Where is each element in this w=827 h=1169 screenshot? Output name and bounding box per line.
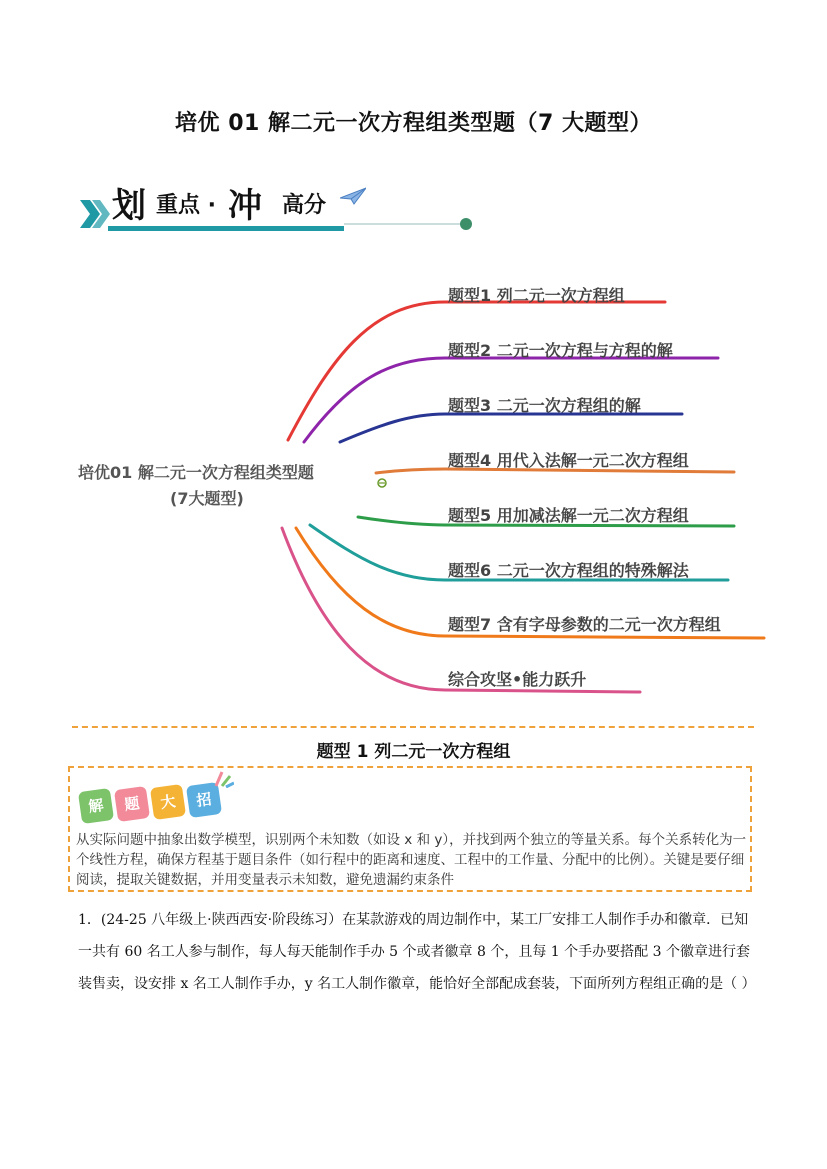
tips-badge-4: 招 (186, 782, 222, 818)
banner-char-1: 划 (112, 186, 146, 226)
branch-label-5: 题型5 用加减法解一元二次方程组 (448, 506, 689, 525)
tips-badge-3: 大 (150, 784, 186, 820)
connector-3 (340, 414, 682, 442)
branch-label-7: 题型7 含有字母参数的二元一次方程组 (448, 615, 721, 634)
tips-badge-2: 题 (114, 786, 150, 822)
branch-label-8: 综合攻坚•能力跃升 (448, 670, 587, 689)
branch-label-4: 题型4 用代入法解一元二次方程组 (448, 451, 689, 470)
connector-1 (288, 302, 665, 440)
section-title: 题型 1 列二元一次方程组 (316, 742, 511, 762)
section-divider (72, 726, 754, 728)
branch-label-6: 题型6 二元一次方程组的特殊解法 (448, 561, 689, 580)
mindmap-root (78, 460, 348, 512)
branch-label-2: 题型2 二元一次方程与方程的解 (448, 341, 673, 360)
question-1: 1．(24-25 八年级上·陕西西安·阶段练习）在某款游戏的周边制作中，某工厂安排工人制作手办和徽章．已知一共有 60 名工人参与制作，每人每天能制作手办 5 个或者徽章 8 个，且每 1 个手办要搭配 3 个徽章进行套装售卖，设安排 x 名工人制作手办，y 名工人制作徽章，能恰好全部配成套装，下面所列方程组正确的是（ ） (78, 912, 756, 992)
banner-text-1: 重点 · (156, 193, 217, 218)
section-banner (78, 178, 478, 238)
branch-label-1: 题型1 列二元一次方程组 (448, 286, 625, 305)
tips-badge-1: 解 (78, 788, 114, 824)
paper-plane-icon (340, 186, 366, 206)
mindmap-root-line2: (7大题型) (170, 489, 244, 508)
document-title: 培优 01 解二元一次方程组类型题（7 大题型） (175, 111, 652, 136)
banner-char-2: 冲 (228, 186, 262, 226)
mindmap-root-line1: 培优01 解二元一次方程组类型题 (78, 463, 314, 482)
tips-text: 从实际问题中抽象出数学模型，识别两个未知数（如设 x 和 y），并找到两个独立的等量关系。每个关系转化为一个线性方程，确保方程基于题目条件（如行程中的距离和速度、工程中的工作量、分配中的比例）。关键是要仔细阅读，提取关键数据，并用变量表示未知数，避免遗漏约束条件 (76, 832, 747, 888)
banner-text-2: 高分 (282, 193, 327, 218)
branch-label-3: 题型3 二元一次方程组的解 (448, 396, 641, 415)
sparkle-icon (212, 770, 234, 788)
